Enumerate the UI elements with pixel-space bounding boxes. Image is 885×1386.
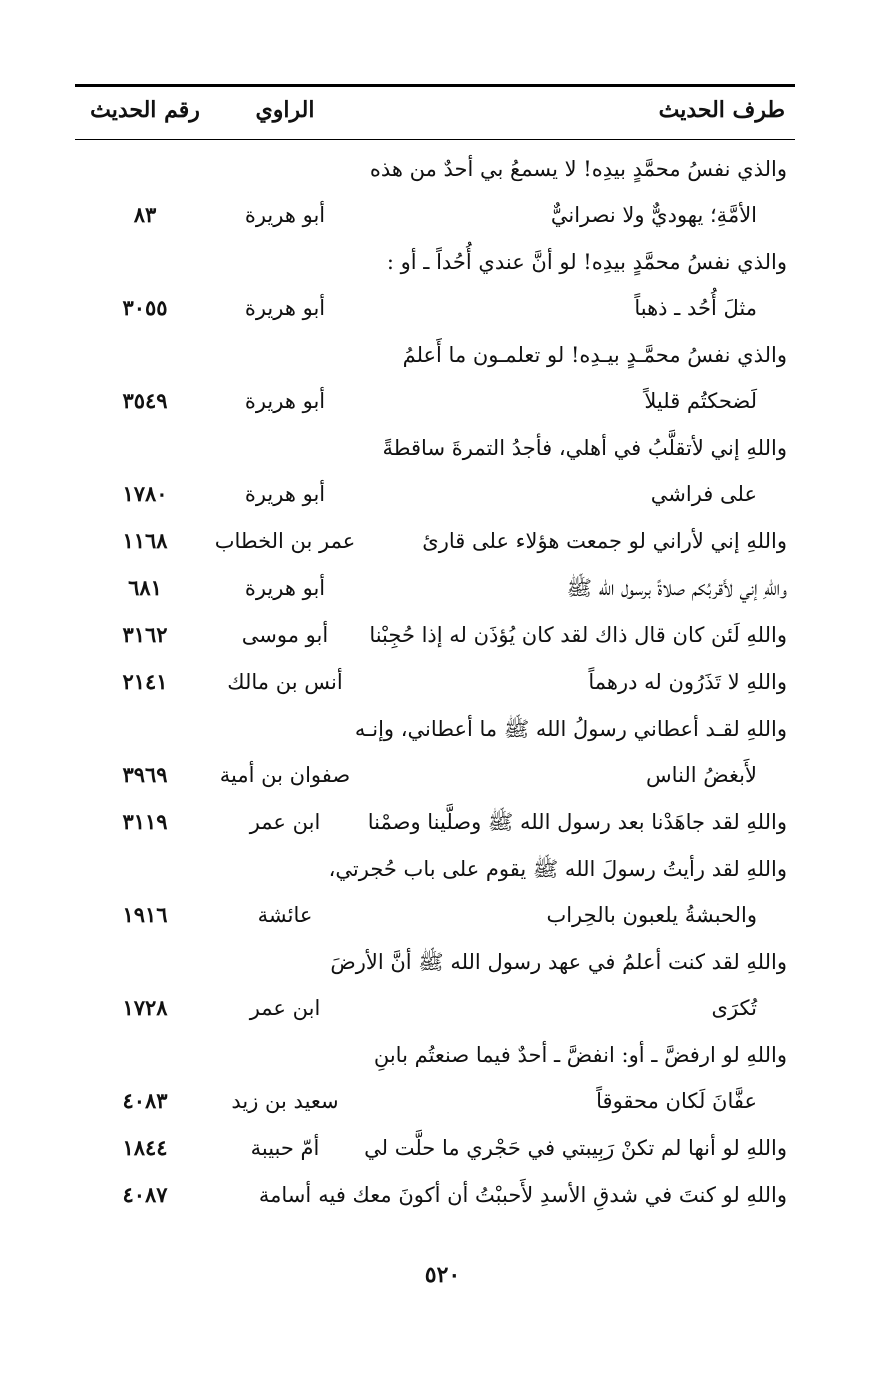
hadith-text-cell	[364, 1125, 787, 1171]
hadith-text-line: واللهِ لقد رأيتُ رسولَ الله ﷺ يقوم على باب حُجرتي،	[328, 857, 787, 881]
table-row	[0, 939, 885, 1031]
narrator-cell: سعيد بن زيد	[231, 1089, 339, 1113]
table-row	[0, 239, 885, 331]
hadith-text-line: لأَبغضُ الناس	[646, 763, 757, 787]
narrator-cell: أبو موسى	[241, 623, 329, 647]
narrator-cell: ابن عمر	[249, 810, 321, 834]
hadith-text-cell	[382, 565, 787, 611]
narrator-cell: أسامة	[258, 1183, 312, 1207]
hadith-text-line: واللهِ لَئن كان قال ذاك لقد كان يُؤذَن له إذا حُجِبْنا	[369, 623, 787, 647]
hadith-text-cell	[382, 659, 787, 705]
hadith-number-cell: ٤٠٨٣	[122, 1088, 168, 1113]
narrator-cell: أبو هريرة	[244, 296, 326, 320]
hadith-number-cell: ٤٠٨٧	[122, 1182, 168, 1207]
table-row	[0, 146, 885, 238]
hadith-text-cell	[373, 1032, 787, 1124]
hadith-text-cell	[382, 425, 787, 517]
hadith-text-line: واللهِ لو ارفضَّ ـ أو: انفضَّ ـ أحدٌ فيما صنعتُم بابنِ	[373, 1043, 787, 1067]
hadith-text-cell	[367, 799, 787, 845]
table-row	[0, 846, 885, 938]
hadith-number-cell: ١١٦٨	[122, 528, 168, 553]
table-row	[0, 332, 885, 424]
narrator-cell: أبو هريرة	[244, 389, 326, 413]
narrator-cell: صفوان بن أمية	[219, 763, 351, 787]
table-row	[0, 1172, 885, 1218]
hadith-text-cell	[369, 612, 787, 658]
hadith-text-cell	[382, 239, 787, 331]
table-row	[0, 659, 885, 705]
hadith-text-line: واللهِ إني لأتقلَّبُ في أهلي، فأجدُ التمرةَ ساقطةً	[382, 436, 787, 460]
table-row	[0, 799, 885, 845]
hadith-text-cell	[382, 332, 787, 424]
hadith-text-line: واللهِ إني لأَقربُكم صلاةً برسول الله ﷺ	[566, 576, 787, 600]
hadith-text-line: واللهِ لقـد أعطاني رسولُ الله ﷺ ما أعطاني، وإنـه	[354, 717, 787, 741]
hadith-number-cell: ٨٣	[133, 202, 157, 227]
hadith-number-cell: ١٨٤٤	[122, 1135, 168, 1160]
hadith-number-cell: ١٧٢٨	[122, 995, 168, 1020]
narrator-cell: أبو هريرة	[244, 203, 326, 227]
hadith-number-cell: ١٩١٦	[122, 902, 168, 927]
narrator-cell: أبو هريرة	[244, 576, 326, 600]
hadith-text-line: مثلَ أُحُد ـ ذهباً	[634, 296, 757, 320]
hadith-text-line: على فراشي	[650, 482, 757, 506]
table-row	[0, 612, 885, 658]
table-row	[0, 518, 885, 564]
page-number: ٥٢٠	[424, 1262, 461, 1288]
hadith-number-cell: ٣٥٤٩	[122, 388, 168, 413]
hadith-number-cell: ٣١١٩	[122, 809, 168, 834]
table-row	[0, 1125, 885, 1171]
table-row	[0, 565, 885, 611]
hadith-number-cell: ١٧٨٠	[122, 481, 168, 506]
hadith-number-cell: ٦٨١	[128, 575, 162, 600]
hadith-text-line: واللهِ لو كنتَ في شدقِ الأسدِ لأَحببْتُ أن أكونَ معك فيه	[318, 1183, 787, 1207]
hadith-text-line: والذي نفسُ محمَّـدٍ بيـدِه! لو تعلمـون ما أَعلمُ	[402, 343, 787, 367]
hadith-text-line: واللهِ إني لأراني لو جمعت هؤلاء على قارئ	[422, 529, 787, 553]
table-row	[0, 706, 885, 798]
hadith-number-cell: ٣٠٥٥	[122, 295, 168, 320]
hadith-text-line: واللهِ لقد جاهَدْنا بعد رسول الله ﷺ وصلَّينا وصمْنا	[367, 810, 787, 834]
narrator-cell: أمّ حبيبة	[250, 1136, 320, 1160]
hadith-text-line: واللهِ لقد كنت أعلمُ في عهد رسول الله ﷺ أنَّ الأرضَ	[330, 950, 787, 974]
hadith-text-line: والحبشةُ يلعبون بالحِراب	[546, 903, 757, 927]
hadith-text-cell	[382, 518, 787, 564]
hadith-number-cell: ٣١٦٢	[122, 622, 168, 647]
hadith-text-cell	[369, 146, 787, 238]
header-hadith-number: رقم الحديث	[90, 97, 200, 123]
hadith-text-line: والذي نفسُ محمَّدٍ بيدِه! لا يسمعُ بي أحدٌ من هذه	[369, 157, 787, 181]
narrator-cell: عائشة	[257, 903, 313, 927]
hadith-text-cell	[330, 939, 787, 1031]
hadith-text-cell	[354, 706, 787, 798]
header-narrator: الراوي	[255, 97, 315, 123]
hadith-number-cell: ٢١٤١	[122, 669, 168, 694]
hadith-text-line: واللهِ لو أنها لم تكنْ رَبِيبتي في حَجْري ما حلَّت لي	[364, 1136, 787, 1160]
header-hadith-text: طرف الحديث	[658, 97, 785, 123]
hadith-text-cell	[328, 846, 787, 938]
top-rule	[75, 84, 795, 87]
hadith-number-cell: ٣٩٦٩	[122, 762, 168, 787]
header-underline	[75, 139, 795, 140]
narrator-cell: أبو هريرة	[244, 482, 326, 506]
narrator-cell: أنس بن مالك	[227, 670, 343, 694]
hadith-text-line: تُكرَى	[711, 996, 757, 1020]
table-row	[0, 425, 885, 517]
hadith-text-line: واللهِ لا تَذَرُون له درهماً	[588, 670, 787, 694]
narrator-cell: عمر بن الخطاب	[214, 529, 356, 553]
narrator-cell: ابن عمر	[249, 996, 321, 1020]
table-row	[0, 1032, 885, 1124]
hadith-text-cell	[318, 1172, 787, 1218]
hadith-text-line: لَضحكتُم قليلاً	[644, 389, 757, 413]
hadith-text-line: والذي نفسُ محمَّدٍ بيدِه! لو أنَّ عندي أُحُداً ـ أو :	[386, 250, 787, 274]
hadith-text-line: الأمَّةِ؛ يهوديٌّ ولا نصرانيٌّ	[550, 203, 757, 227]
hadith-text-line: عفَّانَ لَكان محقوقاً	[596, 1089, 757, 1113]
